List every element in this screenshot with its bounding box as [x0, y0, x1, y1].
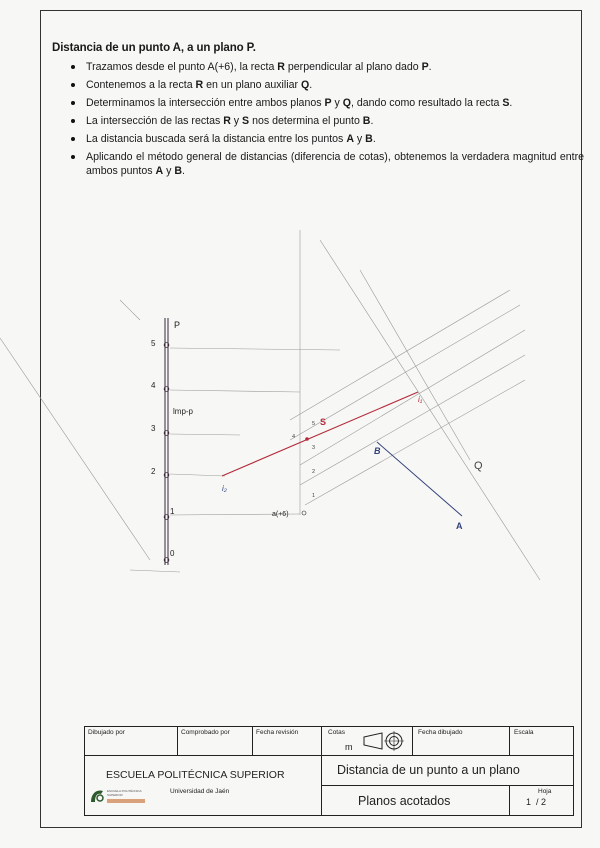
step-emphasis: Q	[342, 97, 351, 109]
small-mark: 4	[292, 434, 296, 440]
step-emphasis: R	[195, 79, 204, 91]
tb-revision-label: Fecha revisión	[256, 729, 299, 736]
plane-p-label: P	[174, 320, 181, 330]
step-emphasis: R	[223, 115, 231, 127]
elevation-marks	[151, 339, 175, 558]
step-emphasis: B	[365, 133, 373, 145]
elevation-mark: 1	[170, 507, 175, 516]
tb-dibujado-label: Dibujado por	[88, 729, 125, 736]
step-emphasis: Q	[300, 79, 310, 91]
elevation-mark: 5	[151, 339, 156, 348]
step-emphasis: S	[502, 97, 510, 109]
small-mark: 3	[312, 445, 316, 451]
tb-school-name: ESCUELA POLITÉCNICA SUPERIOR	[106, 769, 285, 781]
step-item: Aplicando el método general de distancias (diferencia de cotas), obtenemos la verdadera magnitud entre ambos puntos A y B.	[86, 151, 584, 177]
elevation-mark: 4	[151, 381, 156, 390]
line-s-point	[305, 437, 309, 441]
point-a-marker	[302, 511, 306, 515]
step-emphasis: B	[362, 115, 371, 127]
construction-line	[130, 570, 180, 572]
logo-text: ESCUELA POLITÉCNICA SUPERIOR	[107, 789, 142, 797]
tb-university: Universidad de Jaén	[170, 788, 230, 795]
construction-line	[170, 348, 340, 350]
step-emphasis: P	[324, 97, 332, 109]
construction-line	[120, 300, 140, 320]
small-mark: 5	[312, 421, 316, 427]
step-emphasis: A	[155, 165, 164, 177]
construction-line	[0, 338, 150, 560]
line-r	[377, 442, 462, 516]
step-emphasis: S	[242, 115, 250, 127]
construction-line	[290, 290, 510, 420]
projection-symbol-icon	[362, 731, 410, 751]
elevation-mark: 0	[170, 549, 175, 558]
tb-subject: Planos acotados	[358, 794, 451, 808]
small-mark: 1	[312, 493, 316, 499]
elevation-mark: 2	[151, 467, 156, 476]
step-emphasis: B	[174, 165, 182, 177]
tb-hoja-label: Hoja	[538, 788, 552, 795]
construction-line	[170, 434, 240, 435]
tb-cotas-label: Cotas	[328, 729, 345, 736]
step-item: Contenemos a la recta R en un plano auxiliar Q.	[86, 78, 584, 92]
step-item: Trazamos desde el punto A(+6), la recta R perpendicular al plano dado P.	[86, 60, 584, 74]
step-emphasis: R	[277, 61, 285, 73]
construction-line	[360, 270, 470, 460]
tb-drawing-title: Distancia de un punto a un plano	[337, 763, 520, 777]
step-item: Determinamos la intersección entre ambos planos P y Q, dando como resultado la recta S.	[86, 96, 584, 110]
plane-q-label: Q	[474, 460, 483, 472]
step-item: La distancia buscada será la distancia entre los puntos A y B.	[86, 132, 584, 146]
small-marks	[292, 421, 315, 499]
elevation-mark: 3	[151, 424, 156, 433]
small-mark: 2	[312, 469, 316, 475]
tb-comprobado-label: Comprobado por	[181, 729, 230, 736]
point-a-upper-label: A	[456, 521, 463, 531]
construction-line	[170, 474, 225, 476]
line-s-label: S	[320, 417, 327, 427]
scale-label: lmp-p	[173, 407, 194, 416]
point-b-label: B	[374, 446, 381, 456]
construction-line	[170, 390, 300, 392]
step-emphasis: A	[346, 133, 354, 145]
tb-escala-label: Escala	[514, 729, 534, 736]
step-emphasis: P	[421, 61, 429, 73]
tb-cell-school	[84, 755, 322, 816]
logo-stripe	[107, 799, 145, 803]
tb-cotas-unit: m	[345, 742, 353, 752]
university-logo-icon	[88, 787, 106, 805]
plane-p-scale	[164, 318, 169, 565]
left-end-label: i₂	[222, 484, 227, 493]
tb-hoja-value: 1 / 2	[526, 797, 547, 807]
step-item: La intersección de las rectas R y S nos determina el punto B.	[86, 114, 584, 128]
page-heading: Distancia de un punto A, a un plano P.	[52, 42, 256, 54]
construction-line	[300, 330, 525, 465]
point-a-label: a(+6)	[272, 511, 289, 518]
tb-fecha-dibujado-label: Fecha dibujado	[418, 729, 463, 736]
right-end-label: i₁	[418, 395, 423, 404]
construction-line	[300, 355, 525, 485]
